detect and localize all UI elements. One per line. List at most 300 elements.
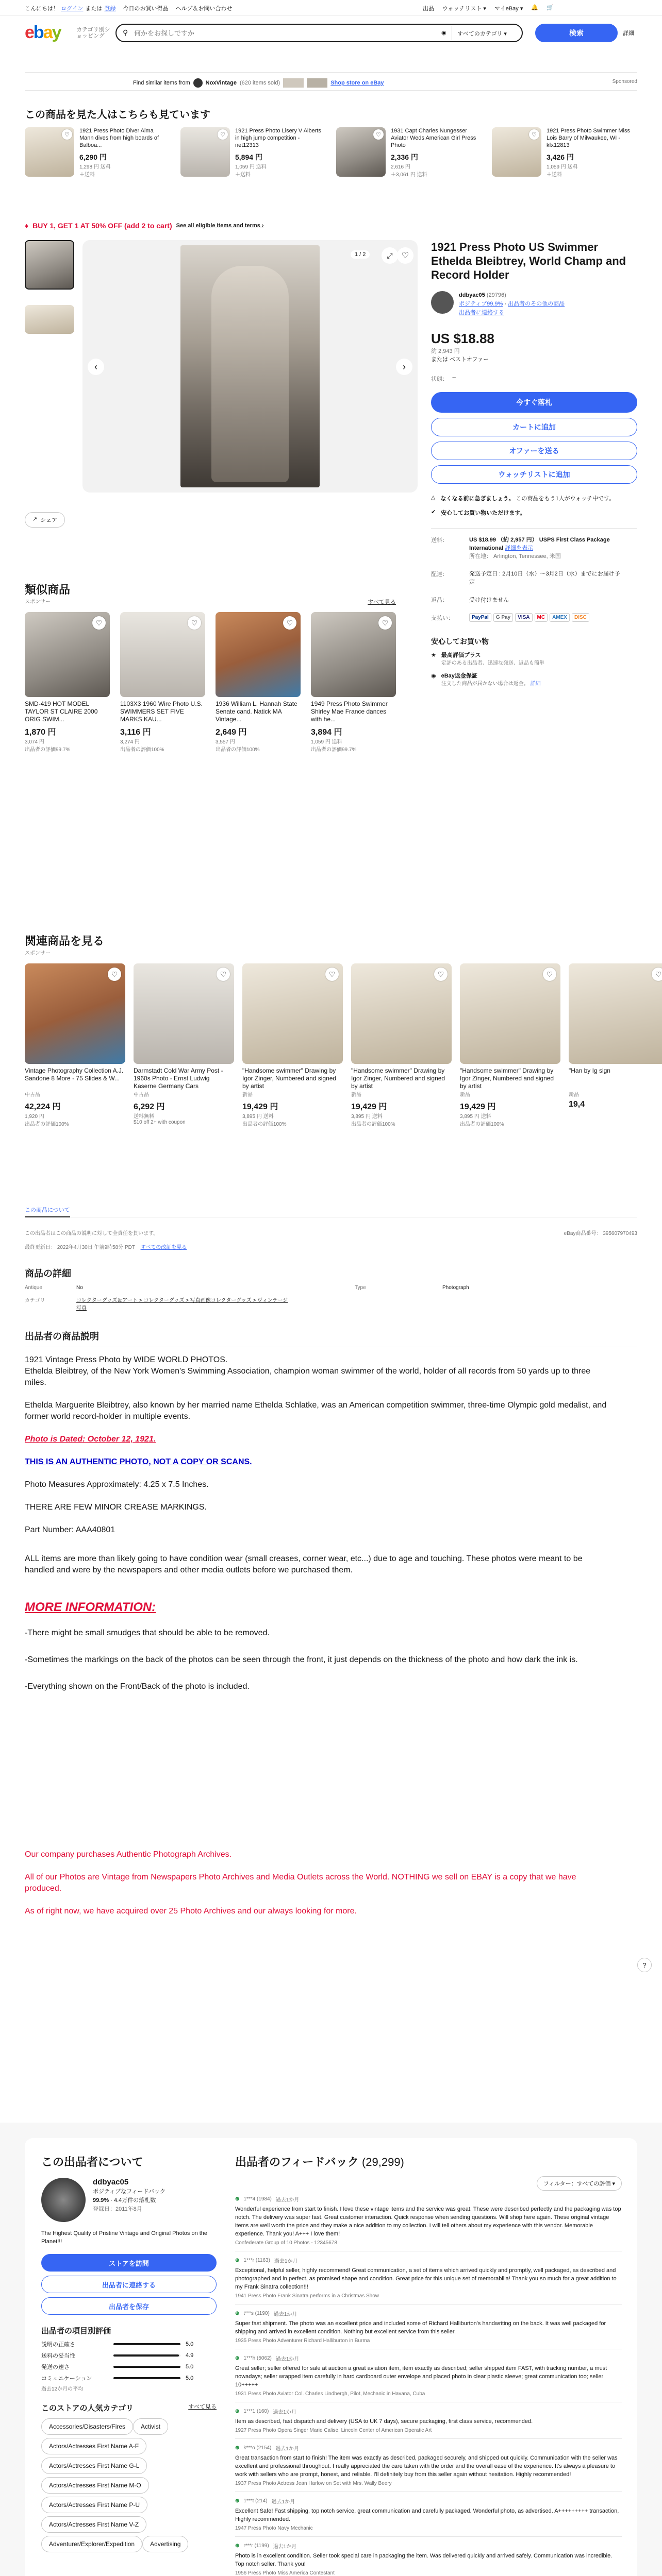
related-price: 19,4: [569, 1100, 585, 1109]
store-category-pill[interactable]: Actors/Actresses First Name A-F: [41, 2438, 146, 2454]
feedback-text: Item as described, fast dispatch and delivery (USA to UK 7 days), secure packaging, first class service, recommended.: [235, 2418, 533, 2425]
similar-sponsored: スポンサー: [25, 599, 51, 605]
desc-creases: THERE ARE FEW MINOR CREASE MARKINGS.: [25, 1503, 207, 1512]
about-section: [25, 1206, 637, 1250]
seller-avatar[interactable]: [431, 291, 454, 314]
heart-icon[interactable]: ♡: [325, 968, 339, 981]
desc-p3: Ethelda Marguerite Bleibtrey, also known by her married name Ethelda Schlatke, was an American competition swimmer, three-time Olympic gold medalist, and former world record-holder in multiple events.: [25, 1401, 607, 1421]
heart-icon[interactable]: ♡: [378, 616, 392, 630]
feedback-item-title[interactable]: 1941 Press Photo Frank Sinatra performs in a Christmas Show: [235, 2293, 379, 2299]
heart-icon[interactable]: ♡: [652, 968, 662, 981]
spec-key-type: Type: [355, 1285, 366, 1291]
related-item[interactable]: [460, 963, 560, 1127]
item-price: US $18.88: [431, 331, 494, 346]
main-image-frame[interactable]: [82, 240, 418, 493]
spec-key-category: カテゴリ: [25, 1298, 45, 1303]
positive-feedback-icon: ⊕: [235, 2445, 240, 2451]
similar-orig: 3,274 円: [120, 739, 140, 745]
make-offer-button[interactable]: オファーを送る: [431, 442, 637, 460]
also-viewed-info: [235, 127, 323, 178]
also-viewed-ship: ＋送料: [235, 172, 251, 178]
specifics-section: [25, 1266, 637, 1311]
item-price-approx: 約 2,943 円: [431, 348, 460, 354]
heart-icon[interactable]: ♡: [217, 968, 230, 981]
seller-count: (29796): [486, 292, 506, 298]
also-viewed-orig: 1,298 円 送料: [79, 164, 111, 170]
similar-thumb[interactable]: [216, 612, 301, 697]
similar-thumb[interactable]: [311, 612, 396, 697]
also-viewed-price: 5,894 円: [235, 153, 262, 161]
related-title[interactable]: Vintage Photography Collection A.J. Sandone 8 More - 75 Slides & W...: [25, 1067, 124, 1082]
also-viewed-item[interactable]: [180, 127, 325, 178]
feedback-item-title[interactable]: 1935 Press Photo Adventurer Richard Halliburton in Burma: [235, 2338, 370, 2344]
related-orig: 3,895 円 送料: [460, 1114, 491, 1120]
top-rated-icon: ★: [431, 652, 436, 658]
store-banner[interactable]: [25, 72, 637, 91]
similar-thumb[interactable]: [120, 612, 205, 697]
heart-icon[interactable]: ♡: [529, 129, 539, 140]
watchlist-link[interactable]: ウォッチリスト ▾: [442, 6, 486, 12]
desc-company2: All of our Photos are Vintage from Newspapers Photo Archives and Media Outlets across the World. NOTHING we sell on EBAY is a copy that we have produced.: [25, 1873, 576, 1893]
tag-icon: ♦: [25, 222, 29, 230]
help-link[interactable]: ヘルプ＆お問い合わせ: [175, 6, 233, 12]
feedback-header: [235, 2408, 622, 2415]
also-viewed-orig: 1,059 円 送料: [547, 164, 578, 170]
feedback-user: 1***t (214): [243, 2498, 268, 2504]
money-back-icon: ◉: [431, 673, 436, 679]
related-item[interactable]: [351, 963, 452, 1127]
also-viewed-thumb[interactable]: [492, 127, 541, 177]
similar-orig: 1,059 円 送料: [311, 739, 342, 745]
also-viewed-info: [79, 127, 167, 178]
also-viewed-thumb[interactable]: [180, 127, 230, 177]
related-condition: 中古品: [25, 1092, 40, 1098]
seller-other-items[interactable]: 出品者のその他の商品: [508, 301, 565, 307]
delivery-value: 発送予定日 : 2月10日（水）～3月2日（水）までにお届け予定: [469, 571, 620, 585]
specifics-title: 商品の詳細: [25, 1268, 71, 1279]
main-photo: [180, 245, 320, 487]
my-ebay-link[interactable]: マイeBay ▾: [494, 6, 523, 12]
positive-feedback-icon: ⊕: [235, 2196, 240, 2202]
feedback-header: [235, 2354, 622, 2362]
sponsored-label: Sponsored: [612, 79, 637, 84]
similar-item[interactable]: [25, 612, 110, 753]
buy-now-button[interactable]: 今すぐ落札: [431, 392, 637, 413]
promo-bar: [25, 222, 264, 230]
related-thumb[interactable]: [351, 963, 452, 1064]
feedback-item-title[interactable]: 1947 Press Photo Navy Mechanic: [235, 2526, 313, 2531]
category-select[interactable]: すべてのカテゴリ ▾: [452, 26, 519, 40]
feedback-title: 出品者のフィードバック: [235, 2156, 359, 2168]
camera-icon[interactable]: ◉: [441, 30, 446, 36]
payment-icon-gpay: G Pay: [493, 613, 513, 622]
add-to-cart-button[interactable]: カートに追加: [431, 418, 637, 436]
feedback-user: 1***h (5062): [243, 2355, 272, 2361]
store-category-pill[interactable]: Actors/Actresses First Name G-L: [41, 2458, 147, 2474]
feedback-item-title[interactable]: 1931 Press Photo Aviator Col. Charles Lindbergh, Pilot, Mechanic in Havana, Cuba: [235, 2391, 425, 2397]
similar-see-all[interactable]: すべて見る: [368, 599, 396, 605]
related-title[interactable]: "Handsome swimmer" Drawing by Igor Zinger, Numbered and signed by artist: [242, 1067, 337, 1090]
seller-joined: 登録日：2011年8月: [93, 2206, 142, 2212]
rating-row: [41, 2374, 217, 2382]
feedback-header: [235, 2257, 622, 2264]
rating-value: 5.0: [186, 2364, 194, 2370]
feedback-time: 過去1か月: [273, 2544, 297, 2550]
also-viewed-info: [391, 127, 478, 178]
similar-title: 類似商品: [25, 583, 71, 596]
related-seller-rating: 出品者の評価100%: [242, 1122, 287, 1127]
similar-title[interactable]: 1103X3 1960 Wire Photo U.S. SWIMMERS SET FIVE MARKS KAU...: [120, 700, 203, 723]
sell-link[interactable]: 出品: [423, 6, 434, 12]
positive-feedback-icon: ⊕: [235, 2355, 240, 2361]
feedback-time: 過去1か月: [274, 2259, 298, 2264]
feedback-item: [235, 2251, 622, 2304]
feedback-filter[interactable]: フィルター：すべての評価 ▾: [537, 2176, 622, 2191]
similar-title[interactable]: 1936 William L. Hannah State Senate cand. Natick MA Vintage...: [216, 700, 297, 723]
guarantee-link[interactable]: 詳細: [530, 681, 541, 687]
feedback-text: Exceptional, helpful seller, highly recommend! Great communication, a set of items which arrived quickly and promptly, well packaged, as described and photographed and in perfect, as promised shape and condition. Great price for this unique set of memorabilia! Thank you so much for a great addition to my Frank Sinatra collection!!!: [235, 2267, 617, 2290]
guarantee-block: [431, 636, 637, 688]
seller-store-desc: The Highest Quality of Pristine Vintage and Original Photos on the Planet!!!: [41, 2230, 208, 2245]
heart-icon[interactable]: ♡: [108, 968, 121, 981]
rating-bar-fill: [113, 2366, 180, 2368]
last-updated: 最終更新日： 2022年4月30日 午前9時58分 PDT: [25, 1245, 135, 1250]
similar-price: 3,894 円: [311, 728, 342, 737]
heart-icon[interactable]: ♡: [92, 616, 106, 630]
store-banner-thumb: [283, 78, 304, 88]
feedback-user: 1***1 (160): [243, 2409, 269, 2414]
advanced-search-link[interactable]: 詳細: [623, 30, 634, 37]
feedback-item: [235, 2439, 622, 2492]
store-category-pill[interactable]: Activist: [133, 2418, 168, 2435]
prev-image-button[interactable]: ‹: [88, 359, 104, 375]
also-viewed-title[interactable]: 1921 Press Photo Diver Alma Mann dives from high boards of Balboa...: [79, 128, 159, 148]
tab-about[interactable]: この商品について: [25, 1207, 70, 1217]
expand-icon[interactable]: ⤢: [382, 247, 398, 264]
desc-measure: Photo Measures Approximately: 4.25 x 7.5 Inches.: [25, 1480, 209, 1489]
spec-val-category[interactable]: コレクターグッズ＆アート > コレクターグッズ > 写真画像コレクターグッズ > ヴィンテージ写真: [76, 1298, 288, 1311]
thumbnail-strip: [25, 240, 74, 334]
promo-link[interactable]: See all eligible items and terms ›: [176, 223, 264, 229]
related-thumb[interactable]: [242, 963, 343, 1064]
feedback-item-title[interactable]: Confederate Group of 10 Photos - 12345678: [235, 2240, 337, 2246]
seller-card: この出品者について ddbyac05 ポジティブなフィードバック 99.9% · 4.4万件の落札数 登録日：2011年8月 The Highest Quality of Pristine Vintage and Original Photos on the Planet!!! ストアを訪問 出品者に連絡する 出品者を保存 出品者の項目別評価 説明の正確さ 5.0 送料の妥当性 4.9 発送の速さ 5.0 コミュニケーション 5.0 過去12か月の平均 このストアの人気カテゴリ すべて見る Accessories/Disasters/Fires ActivistActors/Actresses First Name A-FActors/Actresses First Name G-LActors/Actresses First Name M-OActors/Actresses First Name P-UActors/Actresses First Name V-ZAdventurer/Explorer/Expedition Advertising: [41, 2154, 217, 2555]
rating-value: 5.0: [186, 2375, 194, 2381]
feedback-text: Photo is in excellent condition. Seller took special care in packaging the item. Was delivered quickly and arrived safely. Communication was incredible. Top notch seller. Thank you!: [235, 2553, 613, 2567]
save-seller-button[interactable]: 出品者を保存: [41, 2297, 217, 2315]
ratings-title: 出品者の項目別評価: [41, 2327, 111, 2335]
feedback-text: Excellent Safe! Fast shipping, top notch service, great communication and carefully packaged. Wonderful photo, as advertised. A+++++++++ transaction, Highly recommended.: [235, 2508, 619, 2522]
seller-section-name[interactable]: ddbyac05: [93, 2178, 129, 2187]
heart-icon[interactable]: ♡: [373, 129, 384, 140]
also-viewed-title[interactable]: 1921 Press Photo Swimmer Miss Lois Barry of Milwaukee, WI - kfx12813: [547, 128, 630, 148]
contact-seller[interactable]: 出品者に連絡する: [459, 310, 504, 316]
seller-store-avatar[interactable]: [41, 2178, 86, 2222]
categories-title: このストアの人気カテゴリ: [41, 2404, 134, 2413]
shipping-label: 送料：: [431, 537, 448, 544]
feedback-header: [235, 2195, 622, 2203]
heart-icon[interactable]: ♡: [62, 129, 72, 140]
description-section: [25, 1329, 637, 1917]
promo-text: BUY 1, GET 1 AT 50% OFF (add 2 to cart): [32, 222, 172, 230]
similar-title[interactable]: SMD-419 HOT MODEL TAYLOR ST CLAIRE 2000 ORIG SWIM...: [25, 700, 98, 723]
share-button[interactable]: ↗ シェア: [25, 512, 65, 528]
heart-icon[interactable]: ♡: [218, 129, 228, 140]
shipping-details-link[interactable]: 詳細を表示: [505, 545, 534, 551]
heart-icon[interactable]: ♡: [283, 616, 296, 630]
spec-key-antique: Antique: [25, 1285, 42, 1291]
search-icon: ⚲: [123, 28, 128, 37]
revisions-link[interactable]: すべての改訂を見る: [140, 1245, 187, 1250]
positive-feedback-icon: ⊕: [235, 2543, 240, 2549]
rating-bar: [113, 2343, 180, 2345]
next-image-button[interactable]: ›: [396, 359, 412, 375]
related-item[interactable]: [25, 963, 125, 1127]
related-thumb[interactable]: [569, 963, 662, 1064]
bell-icon[interactable]: 🔔: [531, 5, 539, 11]
similar-item[interactable]: [120, 612, 205, 753]
related-thumb[interactable]: [460, 963, 560, 1064]
seller-stats-label: ポジティブなフィードバック: [93, 2189, 166, 2195]
condition-label: 状態：: [431, 376, 448, 382]
payment-icon-mc: MC: [535, 613, 548, 622]
store-category-pill[interactable]: Actors/Actresses First Name P-U: [41, 2497, 147, 2513]
related-thumb[interactable]: [134, 963, 234, 1064]
feedback-time: 過去1か月: [275, 2197, 300, 2203]
similar-orig: 3,074 円: [25, 739, 44, 745]
search-button[interactable]: 検索: [535, 24, 618, 42]
desc-condition: ALL items are more than likely going to have condition wear (small creases, corner wear, etc...) due to age and touching. These photos were meant to be handled and were by the newspapers and other media outlets before we purchased them.: [25, 1554, 583, 1574]
also-viewed-thumb[interactable]: [336, 127, 386, 177]
rating-bar: [113, 2354, 180, 2357]
top-bar: [0, 0, 662, 15]
related-price: 6,292 円: [134, 1103, 165, 1111]
heart-icon[interactable]: ♡: [543, 968, 556, 981]
related-orig: 3,895 円 送料: [242, 1114, 274, 1120]
or-text: または: [85, 6, 103, 12]
also-viewed-info: [547, 127, 634, 178]
deals-link[interactable]: 今日のお買い得品: [123, 6, 169, 12]
also-viewed-ship: ＋3,061 円 送料: [391, 172, 427, 178]
heart-icon[interactable]: ♡: [397, 247, 413, 264]
store-logo: [193, 78, 203, 88]
desc-mi2: -Sometimes the markings on the back of the photos can be seen through the front, it just depends on the thickness of the photo and how dark the ink is.: [25, 1655, 578, 1664]
feedback-user: t***s (1190): [243, 2311, 270, 2316]
shipping-value: US $18.99 （約 2,957 円） USPS First Class Package International: [469, 537, 610, 551]
related-title[interactable]: "Handsome swimmer" Drawing by Igor Zinger, Numbered and signed by artist: [460, 1067, 554, 1090]
ebay-logo[interactable]: ebay: [25, 23, 61, 42]
also-viewed-price: 6,290 円: [79, 153, 107, 161]
rating-label: 説明の正確さ: [41, 2342, 75, 2348]
feedback-text: Super fast shipment. The photo was an excellent price and included some of Richard Halliburton's handwriting on the back. It was well packaged for shipping and arrived in excellent condition. Nothing but excellent service from this seller.: [235, 2320, 606, 2335]
best-offer: または ベストオファー: [431, 357, 489, 363]
store-category-pill[interactable]: Actors/Actresses First Name M-O: [41, 2477, 149, 2494]
seller-stats-sold: 4.4万件の落札数: [113, 2197, 156, 2204]
similar-price: 2,649 円: [216, 728, 247, 737]
related-seller-rating: 出品者の評価100%: [351, 1122, 395, 1127]
image-counter: 1 / 2: [351, 250, 370, 259]
store-category-pill[interactable]: Actors/Actresses First Name V-Z: [41, 2516, 146, 2533]
seller-responsibility: この出品者はこの商品の説明に対して全責任を負います。: [25, 1231, 159, 1236]
spec-val-type: Photograph: [442, 1285, 469, 1291]
item-title: 1921 Press Photo US Swimmer Ethelda Bleibtrey, World Champ and Record Holder: [431, 241, 626, 281]
similar-seller-rating: 出品者の評価99.7%: [311, 747, 357, 753]
related-title[interactable]: Darmstadt Cold War Army Post - 1960s Photo - Ernst Ludwig Kaserne Germany Cars: [134, 1067, 223, 1090]
register-link[interactable]: 登録: [104, 6, 116, 12]
desc-dated: Photo is Dated: October 12, 1921.: [25, 1435, 156, 1444]
similar-price: 1,870 円: [25, 728, 56, 737]
seller-section-title: この出品者について: [41, 2156, 143, 2168]
related-condition: 中古品: [134, 1092, 149, 1098]
guarantee-2-title: eBay返金保証: [441, 673, 477, 679]
store-banner-cta[interactable]: Shop store on eBay: [330, 80, 384, 86]
desc-part: Part Number: AAA40801: [25, 1526, 115, 1534]
seller-contact-button[interactable]: 出品者に連絡する: [41, 2276, 217, 2293]
also-viewed-price: 2,336 円: [391, 153, 418, 161]
seller-name[interactable]: ddbyac05: [459, 292, 485, 298]
also-viewed-item[interactable]: [25, 127, 169, 178]
condition-value: --: [452, 375, 456, 381]
feedback-item: [235, 2349, 622, 2402]
rating-label: 送料の妥当性: [41, 2353, 75, 2359]
share-icon: ↗: [32, 516, 38, 522]
feedback-time: 過去1か月: [273, 2312, 297, 2317]
thumbnail-2[interactable]: [25, 305, 74, 334]
rating-bar: [113, 2366, 180, 2368]
similar-item[interactable]: [216, 612, 301, 753]
feedback-header: [235, 2497, 622, 2505]
feedback-user: r***r (1199): [243, 2543, 269, 2549]
condition-row: [431, 375, 637, 383]
related-condition: 新品: [242, 1092, 253, 1098]
feedback-item: [235, 2402, 622, 2439]
feedback-time: 過去1か月: [273, 2410, 296, 2415]
feedback-header: [235, 2310, 622, 2317]
feedback-header: [235, 2542, 622, 2550]
related-orig: 1,920 円: [25, 1114, 44, 1120]
heart-icon[interactable]: ♡: [434, 968, 448, 981]
visit-store-button[interactable]: ストアを訪問: [41, 2254, 217, 2272]
also-viewed-orig: 1,059 円 送料: [235, 164, 267, 170]
payment-icon-paypal: PayPal: [469, 613, 491, 622]
rating-row: [41, 2363, 217, 2371]
similar-item[interactable]: [311, 612, 396, 753]
seller-positive[interactable]: ポジティブ99.9%: [459, 301, 503, 307]
shield-icon: ✔: [431, 509, 436, 515]
store-banner-thumb: [307, 78, 327, 88]
store-category-pill[interactable]: Advertising: [142, 2536, 188, 2552]
payments-label: 支払い：: [431, 615, 454, 621]
feedback-text: Great transaction from start to finish! The item was exactly as described, packaged securely, and shipped out quickly. Communication with the seller was excellent and professional throughout. I really appreciated the care taken with the order and the overall ease of the experience. It's always a pleasure to work with sellers who are prompt, honest, and reliable. I'll definitely buy from this seller again without hesitation. Highly recommended!: [235, 2455, 618, 2478]
related-seller-rating: $10 off 2+ with coupon: [134, 1120, 186, 1125]
header: [25, 22, 637, 44]
rating-bar-fill: [113, 2377, 180, 2379]
feedback-count: (29,299): [361, 2156, 404, 2168]
category-shop-label[interactable]: カテゴリ別ショッピング: [76, 27, 110, 39]
feedback-time: 過去1か月: [275, 2446, 299, 2452]
item-panel: [431, 240, 637, 688]
related-title: 関連商品を見る: [25, 935, 105, 947]
feedback-item-title[interactable]: 1956 Press Photo Miss America Contestant: [235, 2570, 335, 2576]
related-title[interactable]: "Handsome swimmer" Drawing by Igor Zinger, Numbered and signed by artist: [351, 1067, 445, 1090]
payment-icon-amex: AMEX: [550, 613, 570, 622]
returns-label: 返品：: [431, 597, 448, 603]
related-item[interactable]: [569, 963, 662, 1127]
store-banner-sold: (620 items sold): [239, 80, 280, 86]
feedback-time: 過去1か月: [271, 2499, 295, 2505]
notice-row-2: ✔ 安心してお買い物いただけます。: [431, 509, 526, 516]
also-viewed-price: 3,426 円: [547, 153, 574, 161]
related-seller-rating: 出品者の評価100%: [460, 1122, 504, 1127]
store-category-pill[interactable]: Adventurer/Explorer/Expedition: [41, 2536, 142, 2552]
positive-feedback-icon: ⊕: [235, 2311, 240, 2316]
rating-row: [41, 2351, 217, 2360]
feedback-item-title[interactable]: 1927 Press Photo Opera Singer Marie Calise, Lincoln Center of American Operatic Art: [235, 2428, 432, 2433]
delivery-label: 配達：: [431, 571, 448, 578]
feedback-item: [235, 2492, 622, 2537]
related-thumb[interactable]: [25, 963, 125, 1064]
also-viewed-title[interactable]: 1921 Press Photo Lisery V Alberts in high jump competition - net12313: [235, 128, 321, 148]
similar-price: 3,116 円: [120, 728, 151, 737]
watch-button[interactable]: ウォッチリストに追加: [431, 465, 637, 484]
flame-icon: △: [431, 495, 436, 501]
similar-seller-rating: 出品者の評価100%: [120, 747, 164, 753]
related-item[interactable]: [134, 963, 234, 1127]
also-viewed-thumb[interactable]: [25, 127, 74, 177]
also-viewed-item[interactable]: [336, 127, 481, 178]
also-viewed-item[interactable]: [492, 127, 636, 178]
cart-icon[interactable]: 🛒: [547, 5, 554, 11]
rating-label: コミュニケーション: [41, 2376, 92, 2382]
rating-bar: [113, 2377, 180, 2379]
also-viewed-ship: ＋送料: [79, 172, 95, 178]
feedback-item: [235, 2304, 622, 2349]
signin-link[interactable]: ログイン: [61, 6, 84, 12]
feedback-text: Great seller; seller offered for sale at auction a great aviation item, item exactly as described; seller shipped item FAST, with tracking number, a must nowadays; seller wrapped item carefully in hard cardboard outer envelope and placed photo in clear plastic sleeve; great communication too; seller 10+++++: [235, 2365, 607, 2388]
search-input[interactable]: [134, 28, 412, 38]
similar-thumb[interactable]: [25, 612, 110, 697]
also-viewed-title[interactable]: 1931 Capt Charles Nungesser Aviator Weds American Girl Press Photo: [391, 128, 476, 148]
feedback-text: Wonderful experience from start to finish. I love these vintage items and the service was great. These were described perfectly and the packaging was top notch. The delivery was super fast. Great customer interaction. Quick response when sending questions. Will shop here again. These original vintage items are well worth the price and they make a nice addition to my collection. I will tell others about my experience with this vendor. Memorable experience. Thank you! A+++ I love them!: [235, 2206, 621, 2237]
related-condition: 新品: [351, 1092, 361, 1098]
heart-icon[interactable]: ♡: [188, 616, 201, 630]
feedback-user: k***o (2154): [243, 2445, 272, 2451]
guarantee-title: 安心してお買い物: [431, 637, 489, 646]
swimmer-figure: [211, 266, 289, 482]
feedback-item: [235, 2190, 622, 2251]
related-condition: 新品: [569, 1092, 579, 1098]
similar-title[interactable]: 1949 Press Photo Swimmer Shirley Mae France dances with he...: [311, 700, 388, 723]
desc-mi3: -Everything shown on the Front/Back of the photo is included.: [25, 1682, 250, 1691]
guarantee-2-desc: 注文した商品が届かない場合は返金。: [441, 681, 529, 687]
help-icon[interactable]: ?: [637, 1958, 652, 1972]
listing-label: eBay商品番号：: [564, 1231, 602, 1236]
categories-see-all[interactable]: すべて見る: [188, 2404, 217, 2410]
store-category-pill[interactable]: Accessories/Disasters/Fires: [41, 2418, 133, 2435]
feedback-item: [235, 2537, 622, 2576]
positive-feedback-icon: ⊕: [235, 2498, 240, 2504]
search-box: [115, 24, 523, 42]
related-item[interactable]: [242, 963, 343, 1127]
feedback-item-title[interactable]: 1937 Press Photo Actress Jean Harlow on Set with Mrs. Wally Beery: [235, 2481, 392, 2486]
feedback-section: [235, 2154, 622, 2576]
similar-seller-rating: 出品者の評価99.7%: [25, 747, 71, 753]
description-title: 出品者の商品説明: [25, 1329, 637, 1347]
desc-p1: 1921 Vintage Press Photo by WIDE WORLD PHOTOS.: [25, 1355, 228, 1364]
related-title[interactable]: "Han by Ig sign: [569, 1067, 610, 1074]
also-viewed-title: この商品を見た人はこちらも見ています: [25, 109, 210, 121]
thumbnail-1[interactable]: [25, 240, 74, 290]
